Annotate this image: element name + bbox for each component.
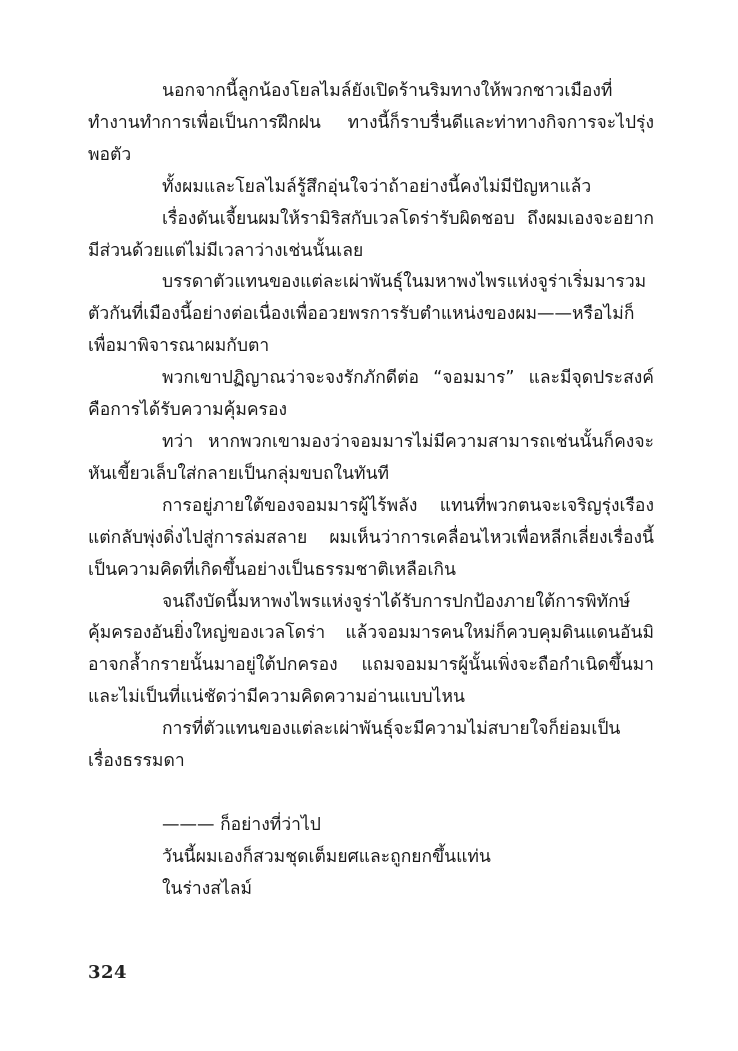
closing-line: วันนี้ผมเองก็สวมชุดเต็มยศและถูกยกขึ้นแท่น bbox=[162, 846, 491, 867]
page-number: 324 bbox=[88, 962, 128, 983]
body-text bbox=[88, 76, 654, 906]
closing-line: ในร่างสไลม์ bbox=[162, 878, 253, 899]
paragraph: เรื่องดันเจี้ยนผมให้รามิริสกับเวลโดร่ารับผิดชอบ ถึงผมเองจะอยากมีส่วนด้วยแต่ไม่มีเวลาว่างเช่นนั้นเลย bbox=[88, 208, 654, 261]
paragraph: จนถึงบัดนี้มหาพงไพรแห่งจูร่าได้รับการปกป้องภายใต้การพิทักษ์คุ้มครองอันยิ่งใหญ่ของเวลโดร่า แล้วจอมมารคนใหม่ก็ควบคุมดินแดนอันมิอาจกล้ำกรายนั้นมาอยู่ใต้ปกครอง แถมจอมมารผู้นั้นเพิ่งจะถือกำเนิดขึ้นมา และไม่เป็นที่แน่ชัดว่ามีความคิดความอ่านแบบไหน bbox=[88, 591, 654, 708]
paragraph: นอกจากนี้ลูกน้องโยลไมล์ยังเปิดร้านริมทางให้พวกชาวเมืองที่ทำงานทำการเพื่อเป็นการฝึกฝน ทางนี้ก็ราบรื่นดีและท่าทางกิจการจะไปรุ่งพอตัว bbox=[88, 81, 654, 165]
closing-line: ——— ก็อย่างที่ว่าไป bbox=[162, 814, 321, 835]
paragraph: การอยู่ภายใต้ของจอมมารผู้ไร้พลัง แทนที่พวกตนจะเจริญรุ่งเรืองแต่กลับพุ่งดิ่งไปสู่การล่มสลาย ผมเห็นว่าการเคลื่อนไหวเพื่อหลีกเลี่ยงเรื่องนี้เป็นความคิดที่เกิดขึ้นอย่างเป็นธรรมชาติเหลือเกิน bbox=[88, 495, 654, 580]
paragraph: ทั้งผมและโยลไมล์รู้สึกอุ่นใจว่าถ้าอย่างนี้คงไม่มีปัญหาแล้ว bbox=[162, 176, 592, 197]
paragraph: บรรดาตัวแทนของแต่ละเผ่าพันธุ์ในมหาพงไพรแห่งจูร่าเริ่มมารวมตัวกันที่เมืองนี้อย่างต่อเนื่องเพื่ออวยพรการรับตำแหน่งของผม——หรือไม่ก็เพื่อมาพิจารณาผมกับตา bbox=[88, 272, 647, 357]
paragraph: พวกเขาปฏิญาณว่าจะจงรักภักดีต่อ “จอมมาร” และมีจุดประสงค์คือการได้รับความคุ้มครอง bbox=[88, 368, 654, 421]
section-gap bbox=[88, 778, 654, 810]
paragraph: การที่ตัวแทนของแต่ละเผ่าพันธุ์จะมีความไม่สบายใจก็ย่อมเป็นเรื่องธรรมดา bbox=[88, 719, 621, 772]
paragraph: ทว่า หากพวกเขามองว่าจอมมารไม่มีความสามารถเช่นนั้นก็คงจะหันเขี้ยวเล็บใส่กลายเป็นกลุ่มขบถในทันที bbox=[88, 431, 654, 484]
